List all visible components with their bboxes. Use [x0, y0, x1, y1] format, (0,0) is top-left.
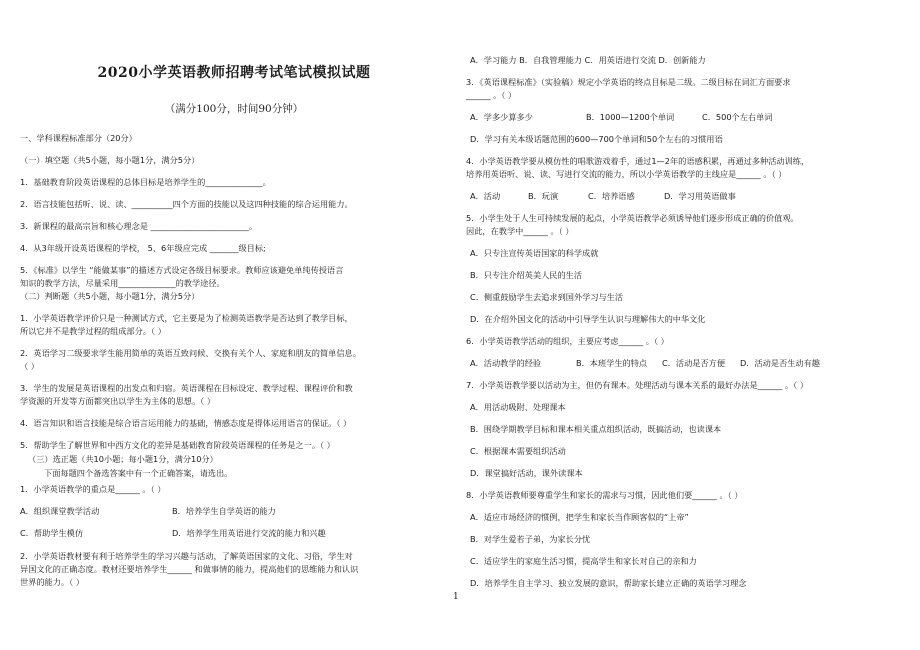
option-d: D．课堂搞好活动，课外读课本: [470, 468, 583, 478]
option-a: A．用活动吸附、处理课本: [470, 402, 566, 412]
option-a: A．活动教学的经验: [470, 358, 542, 368]
question-line: 3．学生的发展是英语课程的出发点和归宿。英语课程在目标设定、教学过程、课程评价和教: [20, 383, 353, 393]
option-a: A．活动: [470, 191, 501, 201]
subsection-heading: （三）选正题（共10小题；每小题1分，满分10分）: [28, 454, 218, 464]
page-number: 1: [453, 592, 459, 602]
section-heading: 一、学科课程标准部分（20分）: [20, 133, 137, 143]
question-line: 1．小学英语教学评价只是一种测试方式，它主要是为了检测英语教学是否达到了教学目标，: [20, 313, 353, 323]
question-line: 3．新课程的最高宗旨和核心理念是 ________________________。: [20, 221, 258, 231]
question-line: ______ 。（ ）: [466, 90, 517, 100]
option-c: C．500个左右单词: [702, 112, 773, 122]
option-d: D．培养学生用英语进行交流的能力和兴趣: [172, 528, 326, 538]
subsection-heading: （二）判断题（共5小题，每小题1分，满分5分）: [20, 291, 200, 301]
option-a: A．适应市场经济的惯例，把学生和家长当作顾客似的“上帝”: [470, 512, 689, 522]
subsection-heading: （一）填空题（共5小题，每小题1分，满分5分）: [20, 155, 200, 165]
question-line: 5．帮助学生了解世界和中西方文化的差异是基础教育阶段英语课程的任务是之一。（ ）: [20, 440, 335, 450]
question-line: 2．语言技能包括听、说、读、__________四个方面的技能以及这四种技能的综合运用能力。: [20, 199, 353, 209]
option-c: C．适应学生的家庭生活习惯，提高学生和家长对自己的亲和力: [470, 556, 697, 566]
question-line: 6．小学英语教学活动的组织，主要应考虑______ 。（ ）: [466, 336, 669, 346]
option-c: C．侧重鼓励学生去追求到国外学习与生活: [470, 292, 624, 302]
exam-subtitle: （满分100分，时间90分钟）: [164, 103, 304, 115]
option-b: B．围绕学期教学目标和课本相关重点组织活动，既搞活动，也读课本: [470, 424, 722, 434]
question-line: 异国文化的正确态度。教材还要培养学生______ 和做事情的能力，提高他们的思维能力和认识: [20, 564, 359, 574]
option-d: D．学习有关本级话题范围的600—700个单词和50个左右的习惯用语: [470, 134, 723, 144]
question-line: （ ）: [20, 361, 39, 371]
option-d: D．培养学生自主学习、独立发展的意识，帮助家长建立正确的英语学习理念: [470, 578, 747, 588]
exam-title: 2020小学英语教师招聘考试笔试模拟试题: [97, 65, 371, 81]
question-line: 1．小学英语教学的重点是______ 。（ ）: [20, 484, 166, 494]
question-line: 3．《英语课程标准》（实验稿）规定小学英语的终点目标是二级。二级目标在词汇方面要求: [466, 77, 791, 87]
instruction-line: 下面每题四个备选答案中有一个正确答案，请选出。: [44, 468, 233, 478]
question-line: 5．小学生处于人生可持续发展的起点，小学英语教学必须诱导他们逐步形成正确的价值观。: [466, 213, 799, 223]
option-c: C．根据课本需要组织活动: [470, 446, 566, 456]
question-line: 5．《标准》以学生 “能做某事”的描述方式设定各级目标要求。教师应该避免单纯传授语言: [20, 265, 344, 275]
option-a: A．组织课堂教学活动: [20, 506, 100, 516]
option-d: D．活动是否生动有趣: [740, 358, 820, 368]
question-line: 培养用英语听、说、读、写进行交流的能力，所以小学英语教学的主线应是______ 。（ ）: [466, 169, 787, 179]
option-c: C．帮助学生模仿: [20, 528, 84, 538]
option-b: B．只专注介绍英美人民的生活: [470, 270, 583, 280]
question-line: 2．英语学习二级要求学生能用简单的英语互致问候、交换有关个人、家庭和朋友的简单信息。: [20, 348, 361, 358]
option-b: B．1000—1200个单词: [586, 112, 675, 122]
option-c: C．培养语感: [588, 191, 635, 201]
option-a: A．学多少算多少: [470, 112, 533, 122]
option-b: B．本班学生的特点: [576, 358, 648, 368]
option-d: D．学习用英语做事: [664, 191, 736, 201]
question-line: 因此，在教学中______ 。（ ）: [466, 226, 574, 236]
question-line: 1．基础教育阶段英语课程的总体目标是培养学生的______________。: [20, 177, 271, 187]
option-b: B．培养学生自学英语的能力: [172, 506, 276, 516]
question-line: 8．小学英语教师要尊重学生和家长的需求与习惯，因此他们要______ 。（ ）: [466, 490, 743, 500]
question-line: 4．从3年级开设英语课程的学校， 5、6年级应完成 _______级目标;: [20, 243, 266, 253]
option-c: C．活动是否方便: [662, 358, 726, 368]
question-line: 所以它并不是教学过程的组成部分。（ ）: [20, 326, 166, 336]
question-line: 4．语言知识和语言技能是综合语言运用能力的基础，情感态度是得体运用语言的保证。（ ）: [20, 418, 352, 428]
question-line: 知识的教学方法，尽量采用______________的教学途径。: [20, 278, 225, 288]
option-b: B．对学生爱若子弟，为家长分忧: [470, 534, 591, 544]
question-line: 世界的能力。（ ）: [20, 577, 85, 587]
question-line: 2．小学英语教材要有利于培养学生的学习兴趣与活动，了解英语国家的文化、习俗，学生对: [20, 551, 353, 561]
option-a: A．只专注宣传英语国家的科学成就: [470, 248, 599, 258]
question-line: 7．小学英语教学要以活动为主，但仍有课本。处理活动与课本关系的最好办法是______ 。（ ）: [466, 380, 809, 390]
question-line: 4．小学英语教学要从模仿性的唱歌游戏着手，通过1—2年的语感积累，再通过多种活动训练，: [466, 156, 810, 166]
question-line: 学资源的开发等方面都突出以学生为主体的思想。（ ）: [20, 396, 216, 406]
option-line: A．学习能力 B．自我管理能力 C．用英语进行交流 D．创新能力: [470, 55, 706, 65]
option-b: B．玩演: [528, 191, 559, 201]
option-d: D．在介绍外国文化的活动中引导学生认识与理解伟大的中华文化: [470, 314, 706, 324]
